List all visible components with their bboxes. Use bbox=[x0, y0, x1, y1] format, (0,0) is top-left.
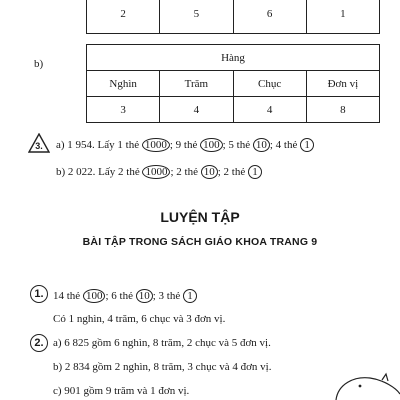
column-header: Trăm bbox=[160, 71, 233, 97]
exercise-2b: b) 2 834 gồm 2 nghìn, 8 trăm, 3 chục và 4 đơn vị. bbox=[53, 361, 272, 373]
exercise-1-line2: Có 1 nghìn, 4 trăm, 6 chục và 3 đơn vị. bbox=[53, 313, 226, 325]
card-1: 1 bbox=[183, 289, 197, 303]
decorative-illustration bbox=[330, 372, 400, 400]
exercise-2-number: 2. bbox=[30, 334, 48, 352]
card-1: 1 bbox=[248, 165, 262, 179]
top-table-cell: 1 bbox=[306, 0, 379, 34]
text: a) 1 954. Lấy 1 thẻ bbox=[56, 139, 140, 151]
place-value-table bbox=[86, 44, 380, 123]
exercise-2a: a) 6 825 gồm 6 nghìn, 8 trăm, 2 chục và 5 đơn vị. bbox=[53, 337, 271, 349]
exercise-3b bbox=[56, 165, 262, 179]
top-table bbox=[86, 0, 380, 34]
text: 14 thẻ bbox=[53, 290, 81, 302]
text: ; 2 thẻ bbox=[217, 166, 246, 178]
card-100: 100 bbox=[83, 289, 106, 303]
triangle-icon bbox=[28, 133, 50, 153]
exercise-1-number: 1. bbox=[30, 285, 48, 303]
card-10: 10 bbox=[201, 165, 218, 179]
text: b) 2 022. Lấy 2 thẻ bbox=[56, 166, 140, 178]
card-100: 100 bbox=[200, 138, 223, 152]
top-table-cell: 2 bbox=[87, 0, 160, 34]
value-cell: 4 bbox=[160, 97, 233, 123]
text: ; 3 thẻ bbox=[152, 290, 181, 302]
column-header: Chục bbox=[233, 71, 306, 97]
value-cell: 4 bbox=[233, 97, 306, 123]
exercise-3-number: 3. bbox=[35, 141, 43, 151]
top-table-cell: 5 bbox=[160, 0, 233, 34]
card-1: 1 bbox=[300, 138, 314, 152]
section-b-label: b) bbox=[34, 58, 44, 70]
card-10: 10 bbox=[253, 138, 270, 152]
text: ; 5 thẻ bbox=[222, 139, 251, 151]
exercise-2c: c) 901 gồm 9 trăm và 1 đơn vị. bbox=[53, 385, 190, 397]
top-table-cell: 6 bbox=[233, 0, 306, 34]
text: ; 6 thẻ bbox=[105, 290, 133, 302]
column-header: Đơn vị bbox=[306, 71, 379, 97]
card-1000: 1000 bbox=[142, 138, 170, 152]
exercise-1-line1 bbox=[53, 289, 197, 303]
text: ; 9 thẻ bbox=[169, 139, 198, 151]
section-subheading: BÀI TẬP TRONG SÁCH GIÁO KHOA TRANG 9 bbox=[82, 236, 318, 248]
card-1000: 1000 bbox=[142, 165, 170, 179]
text: ; 4 thẻ bbox=[269, 139, 298, 151]
card-10: 10 bbox=[136, 289, 153, 303]
text: ; 2 thẻ bbox=[170, 166, 198, 178]
exercise-3a bbox=[56, 138, 314, 152]
value-cell: 3 bbox=[87, 97, 160, 123]
hang-header: Hàng bbox=[87, 45, 380, 71]
section-heading: LUYỆN TẬP bbox=[160, 209, 240, 225]
column-header: Nghìn bbox=[87, 71, 160, 97]
value-cell: 8 bbox=[306, 97, 379, 123]
